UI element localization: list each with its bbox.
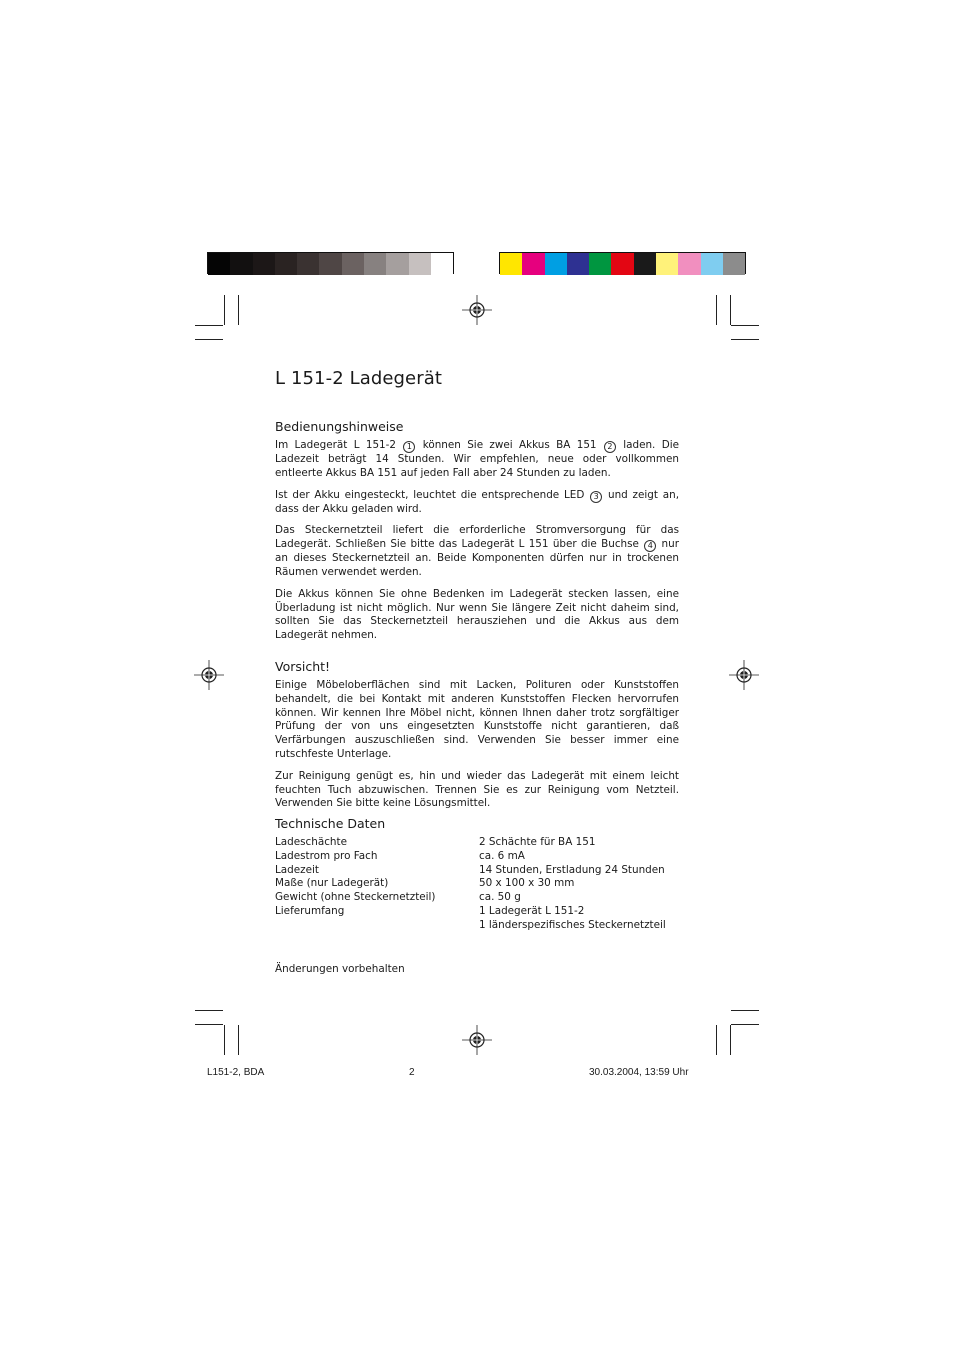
color-swatch [364, 253, 386, 275]
footer-timestamp: 30.03.2004, 13:59 Uhr [589, 1067, 689, 1078]
crop-mark [731, 325, 759, 326]
footer-page-number: 2 [409, 1067, 415, 1078]
spec-value: ca. 6 mA [479, 849, 525, 862]
color-swatch [678, 253, 700, 275]
color-swatch [701, 253, 723, 275]
paragraph: Die Akkus können Sie ohne Bedenken im Ladegerät stecken lassen, eine Überladung ist nicht möglich. Nur wenn Sie längere Zeit nicht daheim sind, sollten Sie das Steckernetzteil herausziehen und die Akkus aus dem Ladegerät nehmen. [275, 587, 679, 642]
text-run: laden. Die Ladezeit beträgt 14 Stunden. Wir empfehlen, neue oder vollkommen entleerte Akkus BA 151 auf jeden Fall aber 24 Stunden zu laden. [275, 439, 679, 479]
section-heading: Technische Daten [275, 816, 386, 831]
spec-key [275, 919, 479, 933]
color-swatch [208, 253, 230, 275]
spec-key: Lieferumfang [275, 904, 345, 917]
crop-mark [224, 1025, 225, 1055]
crop-mark [731, 1010, 759, 1011]
spec-key: Ladeschächte [275, 836, 347, 848]
section-heading: Bedienungshinweise [275, 419, 404, 434]
registration-mark-icon [462, 295, 492, 325]
crop-mark [730, 1025, 731, 1055]
color-swatch [230, 253, 252, 275]
callout-number-icon: 2 [604, 441, 616, 453]
spec-key: Gewicht (ohne Steckernetzteil) [275, 891, 436, 904]
color-swatch [567, 253, 589, 275]
color-swatch [522, 253, 544, 275]
paragraph [275, 489, 679, 517]
color-swatch [656, 253, 678, 275]
section-vorsicht [275, 659, 679, 819]
crop-mark [238, 1025, 239, 1055]
color-swatch [589, 253, 611, 275]
callout-number-icon: 3 [590, 491, 602, 503]
text-run: Im Ladegerät L 151-2 [275, 439, 397, 451]
callout-number-icon: 4 [644, 540, 656, 552]
color-swatch [634, 253, 656, 275]
spec-value: 50 x 100 x 30 mm [479, 877, 575, 890]
registration-mark-icon [462, 1025, 492, 1055]
spec-value: 2 Schächte für BA 151 [479, 836, 596, 848]
callout-number-icon: 1 [403, 441, 415, 453]
color-swatch [545, 253, 567, 275]
process-color-bar [499, 252, 746, 274]
footer-file-label: L151-2, BDA [207, 1067, 265, 1078]
change-notice: Änderungen vorbehalten [275, 963, 405, 975]
text-run: und zeigt an, dass der Akku geladen wird. [275, 488, 680, 515]
color-swatch [409, 253, 431, 275]
crop-mark [716, 1025, 717, 1055]
spec-row [275, 877, 666, 891]
section-technische-daten [275, 816, 679, 933]
spec-table [275, 836, 666, 933]
text-run: nur an dieses Steckernetzteil an. Beide Komponenten dürfen nur in trockenen Räumen verwendet werden. [275, 538, 679, 578]
crop-mark [195, 1024, 223, 1025]
spec-key: Ladezeit [275, 863, 319, 876]
color-swatch [342, 253, 364, 275]
color-swatch [500, 253, 522, 275]
crop-mark [195, 1010, 223, 1011]
crop-mark [730, 295, 731, 325]
paragraph: Einige Möbeloberflächen sind mit Lacken, Polituren oder Kunststoffen behandelt, die bei Kontakt mit anderen Kunststoffen Flecken hervorrufen können. Wir kennen Ihre Möbel nicht, können Ihnen daher trotz sorgfältiger Prüfung der von uns eingesetzten Kunststoffe nicht garantieren, daß Verfärbungen auszuschließen sind. Verwenden Sie besser immer eine rutschfeste Unterlage. [275, 679, 679, 760]
color-swatch [319, 253, 341, 275]
paragraph [275, 439, 679, 481]
spec-key: Ladestrom pro Fach [275, 849, 378, 862]
crop-mark [238, 295, 239, 325]
crop-mark [731, 1024, 759, 1025]
crop-mark [716, 295, 717, 325]
spec-value: 1 Ladegerät L 151-2 [479, 904, 585, 917]
spec-row [275, 836, 666, 850]
crop-mark [224, 295, 225, 325]
spec-row [275, 891, 666, 905]
registration-mark-icon [194, 660, 224, 690]
text-run: können Sie zwei Akkus BA 151 [422, 439, 597, 451]
text-run: Das Steckernetzteil liefert die erforderliche Stromversorgung für das Ladegerät. Schließen Sie bitte das Ladegerät L 151 über die Buchse [275, 524, 679, 551]
spec-value: 1 länderspezifisches Steckernetzteil [479, 918, 666, 931]
color-swatch [723, 253, 745, 275]
spec-value: 14 Stunden, Erstladung 24 Stunden [479, 863, 665, 876]
spec-row [275, 850, 666, 864]
section-heading: Vorsicht! [275, 659, 331, 674]
spec-key: Maße (nur Ladegerät) [275, 877, 389, 890]
crop-mark [731, 339, 759, 340]
grayscale-color-bar [207, 252, 454, 274]
color-swatch [253, 253, 275, 275]
text-run: Ist der Akku eingesteckt, leuchtet die entsprechende LED [275, 488, 585, 501]
page-title: L 151-2 Ladegerät [275, 368, 443, 389]
spec-row [275, 919, 666, 933]
paragraph [275, 524, 679, 579]
spec-row [275, 905, 666, 919]
crop-mark [195, 339, 223, 340]
color-swatch [611, 253, 633, 275]
section-bedienungshinweise [275, 419, 679, 651]
color-swatch [297, 253, 319, 275]
color-swatch [386, 253, 408, 275]
color-swatch [431, 253, 453, 275]
spec-row [275, 864, 666, 878]
paragraph: Zur Reinigung genügt es, hin und wieder das Ladegerät mit einem leicht feuchten Tuch abzuwischen. Trennen Sie es zur Reinigung vom Netzteil. Verwenden Sie bitte keine Lösungsmittel. [275, 769, 679, 810]
registration-mark-icon [729, 660, 759, 690]
spec-value: ca. 50 g [479, 891, 521, 904]
crop-mark [195, 325, 223, 326]
color-swatch [275, 253, 297, 275]
